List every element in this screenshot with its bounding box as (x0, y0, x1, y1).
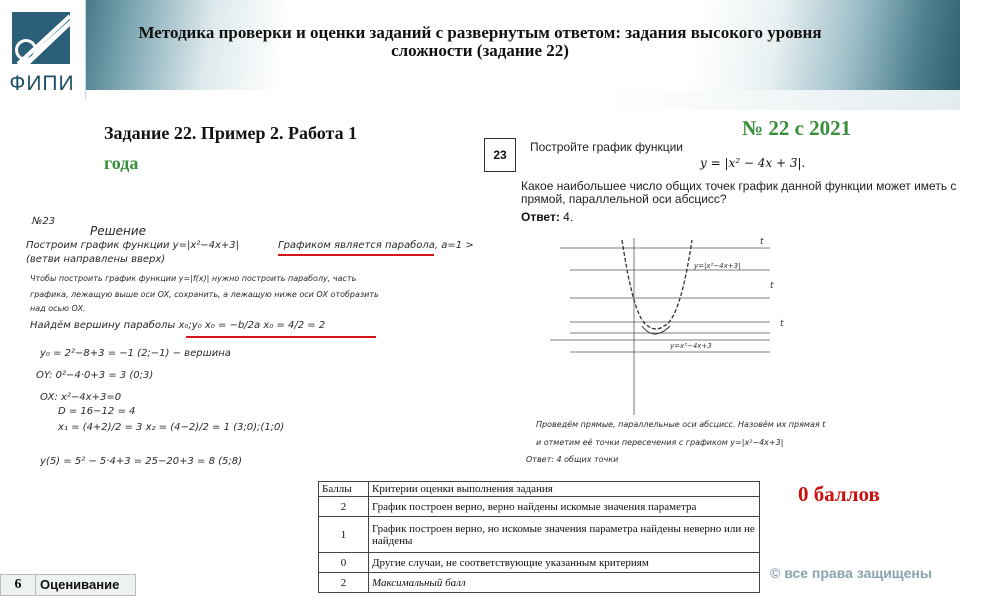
task-label-line1: Задание 22. Пример 2. Работа 1 (104, 123, 358, 143)
hw-line5: над осью OX. (30, 304, 86, 313)
task-label (104, 118, 434, 178)
copyright: © все права защищены (770, 565, 932, 581)
logo-text: ФИПИ (9, 72, 75, 95)
footer (0, 574, 136, 596)
hw-line3: Чтобы построить график функции y=|f(x)| нужно построить параболу, часть (30, 274, 357, 283)
page-number: 6 (0, 574, 36, 596)
red-underline-1 (278, 254, 434, 256)
hw-bottom2: и отметим её точки пересечения с графиком y=|x²−4x+3| (536, 438, 784, 447)
header-score: Баллы (319, 482, 369, 497)
header-criteria: Критерии оценки выполнения задания (369, 482, 760, 497)
row-score: 1 (319, 517, 369, 553)
row-text: График построен верно, верно найдены искомые значения параметра (369, 497, 760, 517)
table-row (319, 497, 760, 517)
hw-bottom1: Проведём прямые, параллельные оси абсцисс. Назовём их прямая t (536, 420, 826, 429)
answer-value: 4. (563, 210, 574, 224)
hw-bottom3: Ответ: 4 общих точки (526, 455, 619, 464)
task-formula: y = |x² − 4x + 3|. (700, 156, 806, 170)
table-row (319, 573, 760, 593)
row-text: Другие случаи, не соответствующие указанным критериям (369, 553, 760, 573)
result-score: 0 баллов (798, 482, 880, 506)
graph-t-label-3: t (780, 319, 784, 329)
hw-line10: D = 16−12 = 4 (58, 406, 136, 417)
hw-line8: OY: 0²−4·0+3 = 3 (0;3) (36, 370, 154, 381)
page-title: Методика проверки и оценки заданий с развернутым ответом: задания высокого уровня сложности (задание 22) (138, 23, 822, 60)
hw-line6: Найдём вершину параболы x₀;y₀ x₀ = −b/2a x₀ = 4/2 = 2 (30, 320, 326, 331)
hw-line2: (ветви направлены вверх) (26, 254, 166, 265)
hw-line9: OX: x²−4x+3=0 (40, 392, 122, 403)
hw-line11: x₁ = (4+2)/2 = 3 x₂ = (4−2)/2 = 1 (3;0);(1;0) (58, 422, 285, 433)
hw-line7: y₀ = 2²−8+3 = −1 (2;−1) − вершина (40, 348, 231, 359)
curve-abs (622, 240, 692, 329)
table-row (319, 553, 760, 573)
row-score: 2 (319, 573, 369, 593)
task-label-line2: года (104, 153, 139, 173)
row-text: Максимальный балл (369, 573, 760, 593)
logo-icon (10, 10, 72, 66)
graph-t-label-1: t (760, 237, 764, 247)
task-question: Какое наибольшее число общих точек график данной функции может иметь с прямой, параллельной оси абсцисс? (521, 179, 957, 206)
graph-t-label-2: t (770, 281, 774, 291)
hw-line12: y(5) = 5² − 5·4+3 = 25−20+3 = 8 (5;8) (40, 456, 243, 467)
answer-label: Ответ: (521, 210, 560, 224)
task-instruction: Постройте график функции (530, 140, 683, 154)
hw-line4: графика, лежащую выше оси OX, сохранить, а лежащую ниже оси OX отобразить (30, 290, 379, 299)
footer-label: Оценивание (36, 574, 136, 596)
task-box-number: 23 (484, 138, 516, 172)
hw-heading: Решение (90, 224, 147, 238)
table-header-row (319, 482, 760, 497)
function-graph (530, 230, 784, 415)
hw-heading-num: №23 (32, 216, 56, 227)
header-divider (86, 90, 960, 110)
task-answer (521, 210, 573, 224)
red-underline-2 (186, 336, 376, 338)
logo (0, 0, 86, 100)
row-score: 2 (319, 497, 369, 517)
row-score: 0 (319, 553, 369, 573)
hw-line1: Построим график функции y=|x²−4x+3| (26, 240, 240, 251)
table-row (319, 517, 760, 553)
criteria-table (318, 481, 760, 593)
row-text: График построен верно, но искомые значения параметра найдены неверно или не найдены (369, 517, 760, 553)
graph-label-1: y=|x²−4x+3| (694, 262, 741, 270)
task-number: № 22 с 2021 (742, 116, 852, 140)
hw-line1b: Графиком является парабола, a=1 > (278, 240, 474, 251)
graph-label-2: y=x²−4x+3 (670, 342, 712, 350)
